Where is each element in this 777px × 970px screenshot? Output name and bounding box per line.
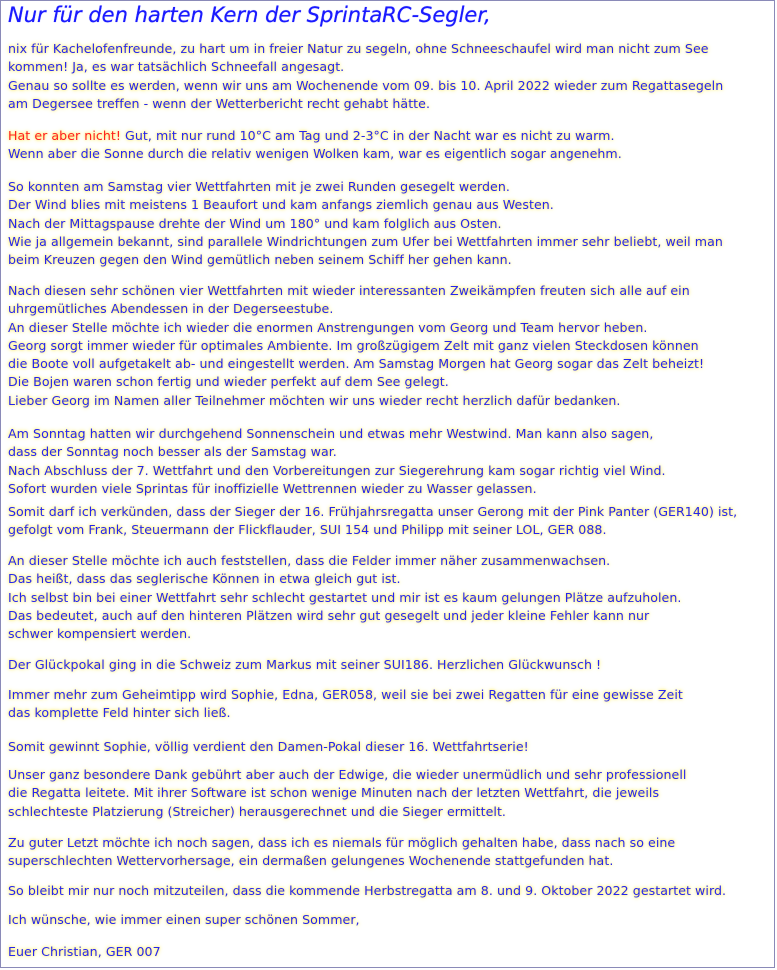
paragraph-conclusion — [8, 834, 772, 871]
text-line: An dieser Stelle möchte ich wieder die enormen Anstrengungen vom Georg und Team hervor heben. — [8, 319, 648, 335]
text-line: schlechteste Platzierung (Streicher) herausgerechnet und die Sieger ermittelt. — [8, 803, 506, 819]
text-fragment: Gut, mit nur rund 10°C am Tag und 2-3°C in der Nacht war es nicht zu warm. — [120, 128, 615, 143]
text-line: Lieber Georg im Namen aller Teilnehmer möchten wir uns wieder recht herzlich dafür bedanken. — [8, 392, 621, 408]
text-line: Der Wind blies mit meistens 1 Beaufort und kam anfangs ziemlich genau aus Westen. — [8, 197, 554, 213]
paragraph-thanks-edwige — [8, 766, 772, 821]
text-line: Immer mehr zum Geheimtipp wird Sophie, Edna, GER058, weil sie bei zwei Regatten für eine gewisse Zeit — [8, 687, 683, 702]
text-line: die Boote voll aufgetakelt ab- und eingestellt werden. Am Samstag Morgen hat Georg sogar das Zelt beheizt! — [8, 356, 705, 372]
paragraph-evening — [8, 282, 772, 410]
paragraph-sunday — [8, 425, 772, 498]
text-line: die Regatta leitete. Mit ihrer Software ist schon wenige Minuten nach der letzten Wettfahrt, die jeweils — [8, 785, 660, 801]
text-line: Zu guter Letzt möchte ich noch sagen, dass ich es niemals für möglich gehalten habe, dass nach so eine — [8, 835, 676, 850]
text-line: Der Glückpokal ging in die Schweiz zum Markus mit seiner SUI186. Herzlichen Glückwunsch ! — [8, 657, 602, 672]
text-line: Unser ganz besondere Dank gebührt aber auch der Edwige, die wieder unermüdlich und sehr professionell — [8, 767, 687, 782]
paragraph-lucky-cup — [8, 656, 772, 674]
text-line: Somit darf ich verkünden, dass der Sieger der 16. Frühjahrsregatta unser Gerong mit der Pink Panter (GER140) ist, — [8, 504, 738, 519]
paragraph-wishes — [8, 911, 772, 929]
text-line: Wie ja allgemein bekannt, sind parallele Windrichtungen zum Ufer bei Wettfahrten immer sehr beliebt, weil man — [8, 233, 723, 249]
paragraph-fields — [8, 552, 772, 643]
text-line: An dieser Stelle möchte ich auch feststellen, dass die Felder immer näher zusammenwachsen. — [8, 553, 611, 568]
text-line: Euer Christian, GER 007 — [8, 944, 161, 959]
text-line: beim Kreuzen gegen den Wind gemütlich neben seinem Schiff her gehen kann. — [8, 252, 512, 268]
paragraph-winners — [8, 503, 772, 540]
text-line: Ich selbst bin bei einer Wettfahrt sehr schlecht gestartet und mir ist es kaum gelungen Plätze aufzuholen. — [8, 589, 682, 605]
text-line: das komplette Feld hinter sich ließ. — [8, 705, 231, 721]
text-line: kommen! Ja, es war tatsächlich Schneefall angesagt. — [8, 59, 345, 75]
text-line: Georg sorgt immer wieder für optimales Ambiente. Im großzügigem Zelt mit ganz vielen Steckdosen können — [8, 337, 699, 353]
text-line: So konnten am Samstag vier Wettfahrten mit je zwei Runden gesegelt werden. — [8, 179, 510, 194]
text-line: Ich wünsche, wie immer einen super schönen Sommer, — [8, 912, 360, 927]
paragraph-sophie-tip — [8, 686, 772, 723]
text-line: Somit gewinnt Sophie, völlig verdient den Damen-Pokal dieser 16. Wettfahrtserie! — [8, 739, 529, 754]
paragraph-saturday — [8, 178, 772, 269]
paragraph-weather — [8, 127, 772, 164]
signature — [8, 943, 772, 961]
text-line: am Degersee treffen - wenn der Wetterbericht recht gehabt hätte. — [8, 95, 431, 111]
text-line: superschlechten Wettervorhersage, ein dermaßen gelungenes Wochenende stattgefunden hat. — [8, 853, 614, 869]
text-line: Das heißt, dass das seglerische Können in etwa gleich gut ist. — [8, 571, 401, 587]
text-line: Wenn aber die Sonne durch die relativ wenigen Wolken kam, war es eigentlich sogar angenehm. — [8, 146, 622, 162]
text-line: Genau so sollte es werden, wenn wir uns am Wochenende vom 09. bis 10. April 2022 wieder zum Regattasegeln — [8, 77, 724, 93]
text-line: nix für Kachelofenfreunde, zu hart um in freier Natur zu segeln, ohne Schneeschaufel wird man nicht zum See — [8, 41, 709, 56]
text-line: uhrgemütliches Abendessen in der Degerseestube. — [8, 301, 334, 317]
text-line: gefolgt vom Frank, Steuermann der Flickflauder, SUI 154 und Philipp mit seiner LOL, GER 088. — [8, 522, 607, 538]
text-line: Die Bojen waren schon fertig und wieder perfekt auf dem See gelegt. — [8, 374, 449, 390]
text-line: Nach diesen sehr schönen vier Wettfahrten mit wieder interessanten Zweikämpfen freuten sich alle auf ein — [8, 283, 690, 298]
text-line: Am Sonntag hatten wir durchgehend Sonnenschein und etwas mehr Westwind. Man kann also sagen, — [8, 426, 654, 441]
paragraph-ladies-cup — [8, 738, 772, 756]
text-line: schwer kompensiert werden. — [8, 626, 192, 642]
text-line: So bleibt mir nur noch mitzuteilen, dass die kommende Herbstregatta am 8. und 9. Oktober 2022 gestartet wird. — [8, 883, 727, 898]
text-line: dass der Sonntag noch besser als der Samstag war. — [8, 444, 337, 460]
highlight-text: Hat er aber nicht! — [8, 128, 121, 143]
text-line: Nach Abschluss der 7. Wettfahrt und den Vorbereitungen zur Siegerehrung kam sogar richtig viel Wind. — [8, 462, 666, 478]
paragraph-autumn-regatta — [8, 882, 772, 900]
text-line: Nach der Mittagspause drehte der Wind um 180° und kam folglich aus Osten. — [8, 215, 502, 231]
text-line: Das bedeutet, auch auf den hinteren Plätzen wird sehr gut gesegelt und jeder kleine Fehler kann nur — [8, 607, 650, 623]
text-line: Sofort wurden viele Sprintas für inoffizielle Wettrennen wieder zu Wasser gelassen. — [8, 480, 537, 496]
text-line — [8, 127, 772, 145]
page-title: Nur für den harten Kern der SprintaRC-Segler, — [8, 3, 491, 27]
paragraph-intro — [8, 40, 772, 113]
